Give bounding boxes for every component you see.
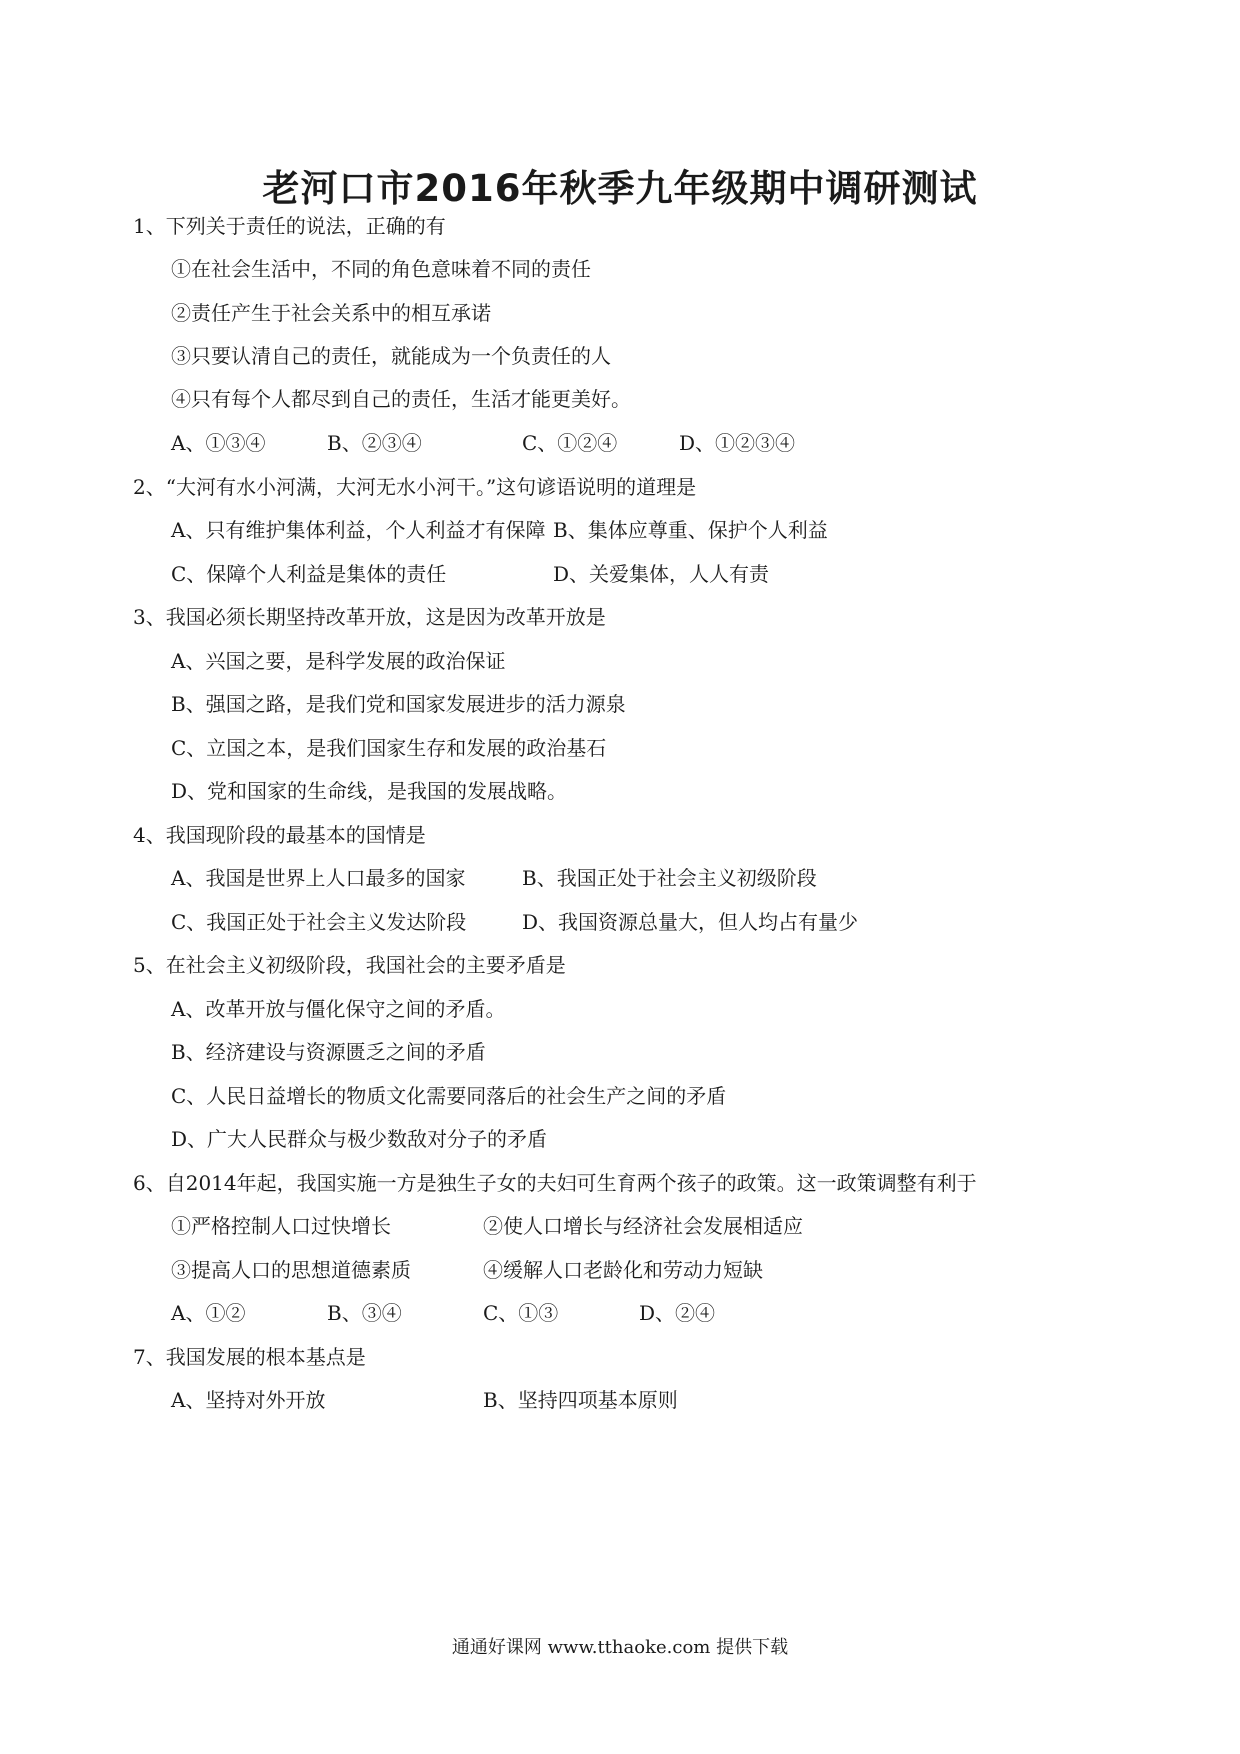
question-3-stem: 3、我国必须长期坚持改革开放，这是因为改革开放是 (133, 605, 606, 629)
question-4-option-c: C、我国正处于社会主义发达阶段 (171, 910, 467, 934)
page-title: 老河口市2016年秋季九年级期中调研测试 (262, 167, 978, 210)
question-7-option-b: B、坚持四项基本原则 (483, 1388, 678, 1412)
question-2-stem: 2、“大河有水小河满，大河无水小河干。”这句谚语说明的道理是 (133, 475, 697, 499)
question-1-statement-3: ③只要认清自己的责任，就能成为一个负责任的人 (171, 344, 611, 368)
question-6-statement-3: ③提高人口的思想道德素质 (171, 1258, 411, 1282)
question-4-option-a: A、我国是世界上人口最多的国家 (171, 866, 466, 890)
question-3-option-d: D、党和国家的生命线，是我国的发展战略。 (171, 779, 568, 803)
question-2-option-c: C、保障个人利益是集体的责任 (171, 562, 447, 586)
question-1-statement-2: ②责任产生于社会关系中的相互承诺 (171, 301, 491, 325)
question-5-option-a: A、改革开放与僵化保守之间的矛盾。 (171, 997, 506, 1021)
question-1-statement-1: ①在社会生活中，不同的角色意味着不同的责任 (171, 257, 591, 281)
question-2-option-a: A、只有维护集体利益，个人利益才有保障 (171, 518, 546, 542)
question-5-stem: 5、在社会主义初级阶段，我国社会的主要矛盾是 (133, 953, 566, 977)
question-7-option-a: A、坚持对外开放 (171, 1388, 326, 1412)
question-7-stem: 7、我国发展的根本基点是 (133, 1345, 366, 1369)
question-1-stem: 1、下列关于责任的说法，正确的有 (133, 214, 446, 238)
question-4-option-d: D、我国资源总量大，但人均占有量少 (522, 910, 859, 934)
question-6-option-b: B、③④ (327, 1301, 402, 1325)
question-5-option-b: B、经济建设与资源匮乏之间的矛盾 (171, 1040, 486, 1064)
question-1-option-d: D、①②③④ (679, 431, 796, 455)
question-1-option-b: B、②③④ (327, 431, 422, 455)
question-2-option-d: D、关爱集体，人人有责 (553, 562, 770, 586)
question-6-statement-4: ④缓解人口老龄化和劳动力短缺 (483, 1258, 763, 1282)
question-6-statement-1: ①严格控制人口过快增长 (171, 1214, 391, 1238)
question-6-option-a: A、①② (171, 1301, 246, 1325)
question-6-statement-2: ②使人口增长与经济社会发展相适应 (483, 1214, 803, 1238)
question-5-option-c: C、人民日益增长的物质文化需要同落后的社会生产之间的矛盾 (171, 1084, 727, 1108)
question-6-stem: 6、自2014年起，我国实施一方是独生子女的夫妇可生育两个孩子的政策。这一政策调整有利于 (133, 1171, 977, 1195)
question-6-option-c: C、①③ (483, 1301, 559, 1325)
question-1-option-c: C、①②④ (522, 431, 618, 455)
question-3-option-a: A、兴国之要，是科学发展的政治保证 (171, 649, 506, 673)
question-6-option-d: D、②④ (639, 1301, 716, 1325)
question-4-stem: 4、我国现阶段的最基本的国情是 (133, 823, 426, 847)
question-4-option-b: B、我国正处于社会主义初级阶段 (522, 866, 817, 890)
question-1-statement-4: ④只有每个人都尽到自己的责任，生活才能更美好。 (171, 387, 631, 411)
question-1-option-a: A、①③④ (171, 431, 266, 455)
question-2-option-b: B、集体应尊重、保护个人利益 (553, 518, 828, 542)
question-3-option-b: B、强国之路，是我们党和国家发展进步的活力源泉 (171, 692, 626, 716)
question-3-option-c: C、立国之本，是我们国家生存和发展的政治基石 (171, 736, 607, 760)
question-5-option-d: D、广大人民群众与极少数敌对分子的矛盾 (171, 1127, 548, 1151)
page-footer: 通通好课网 www.tthaoke.com 提供下载 (451, 1637, 789, 1658)
